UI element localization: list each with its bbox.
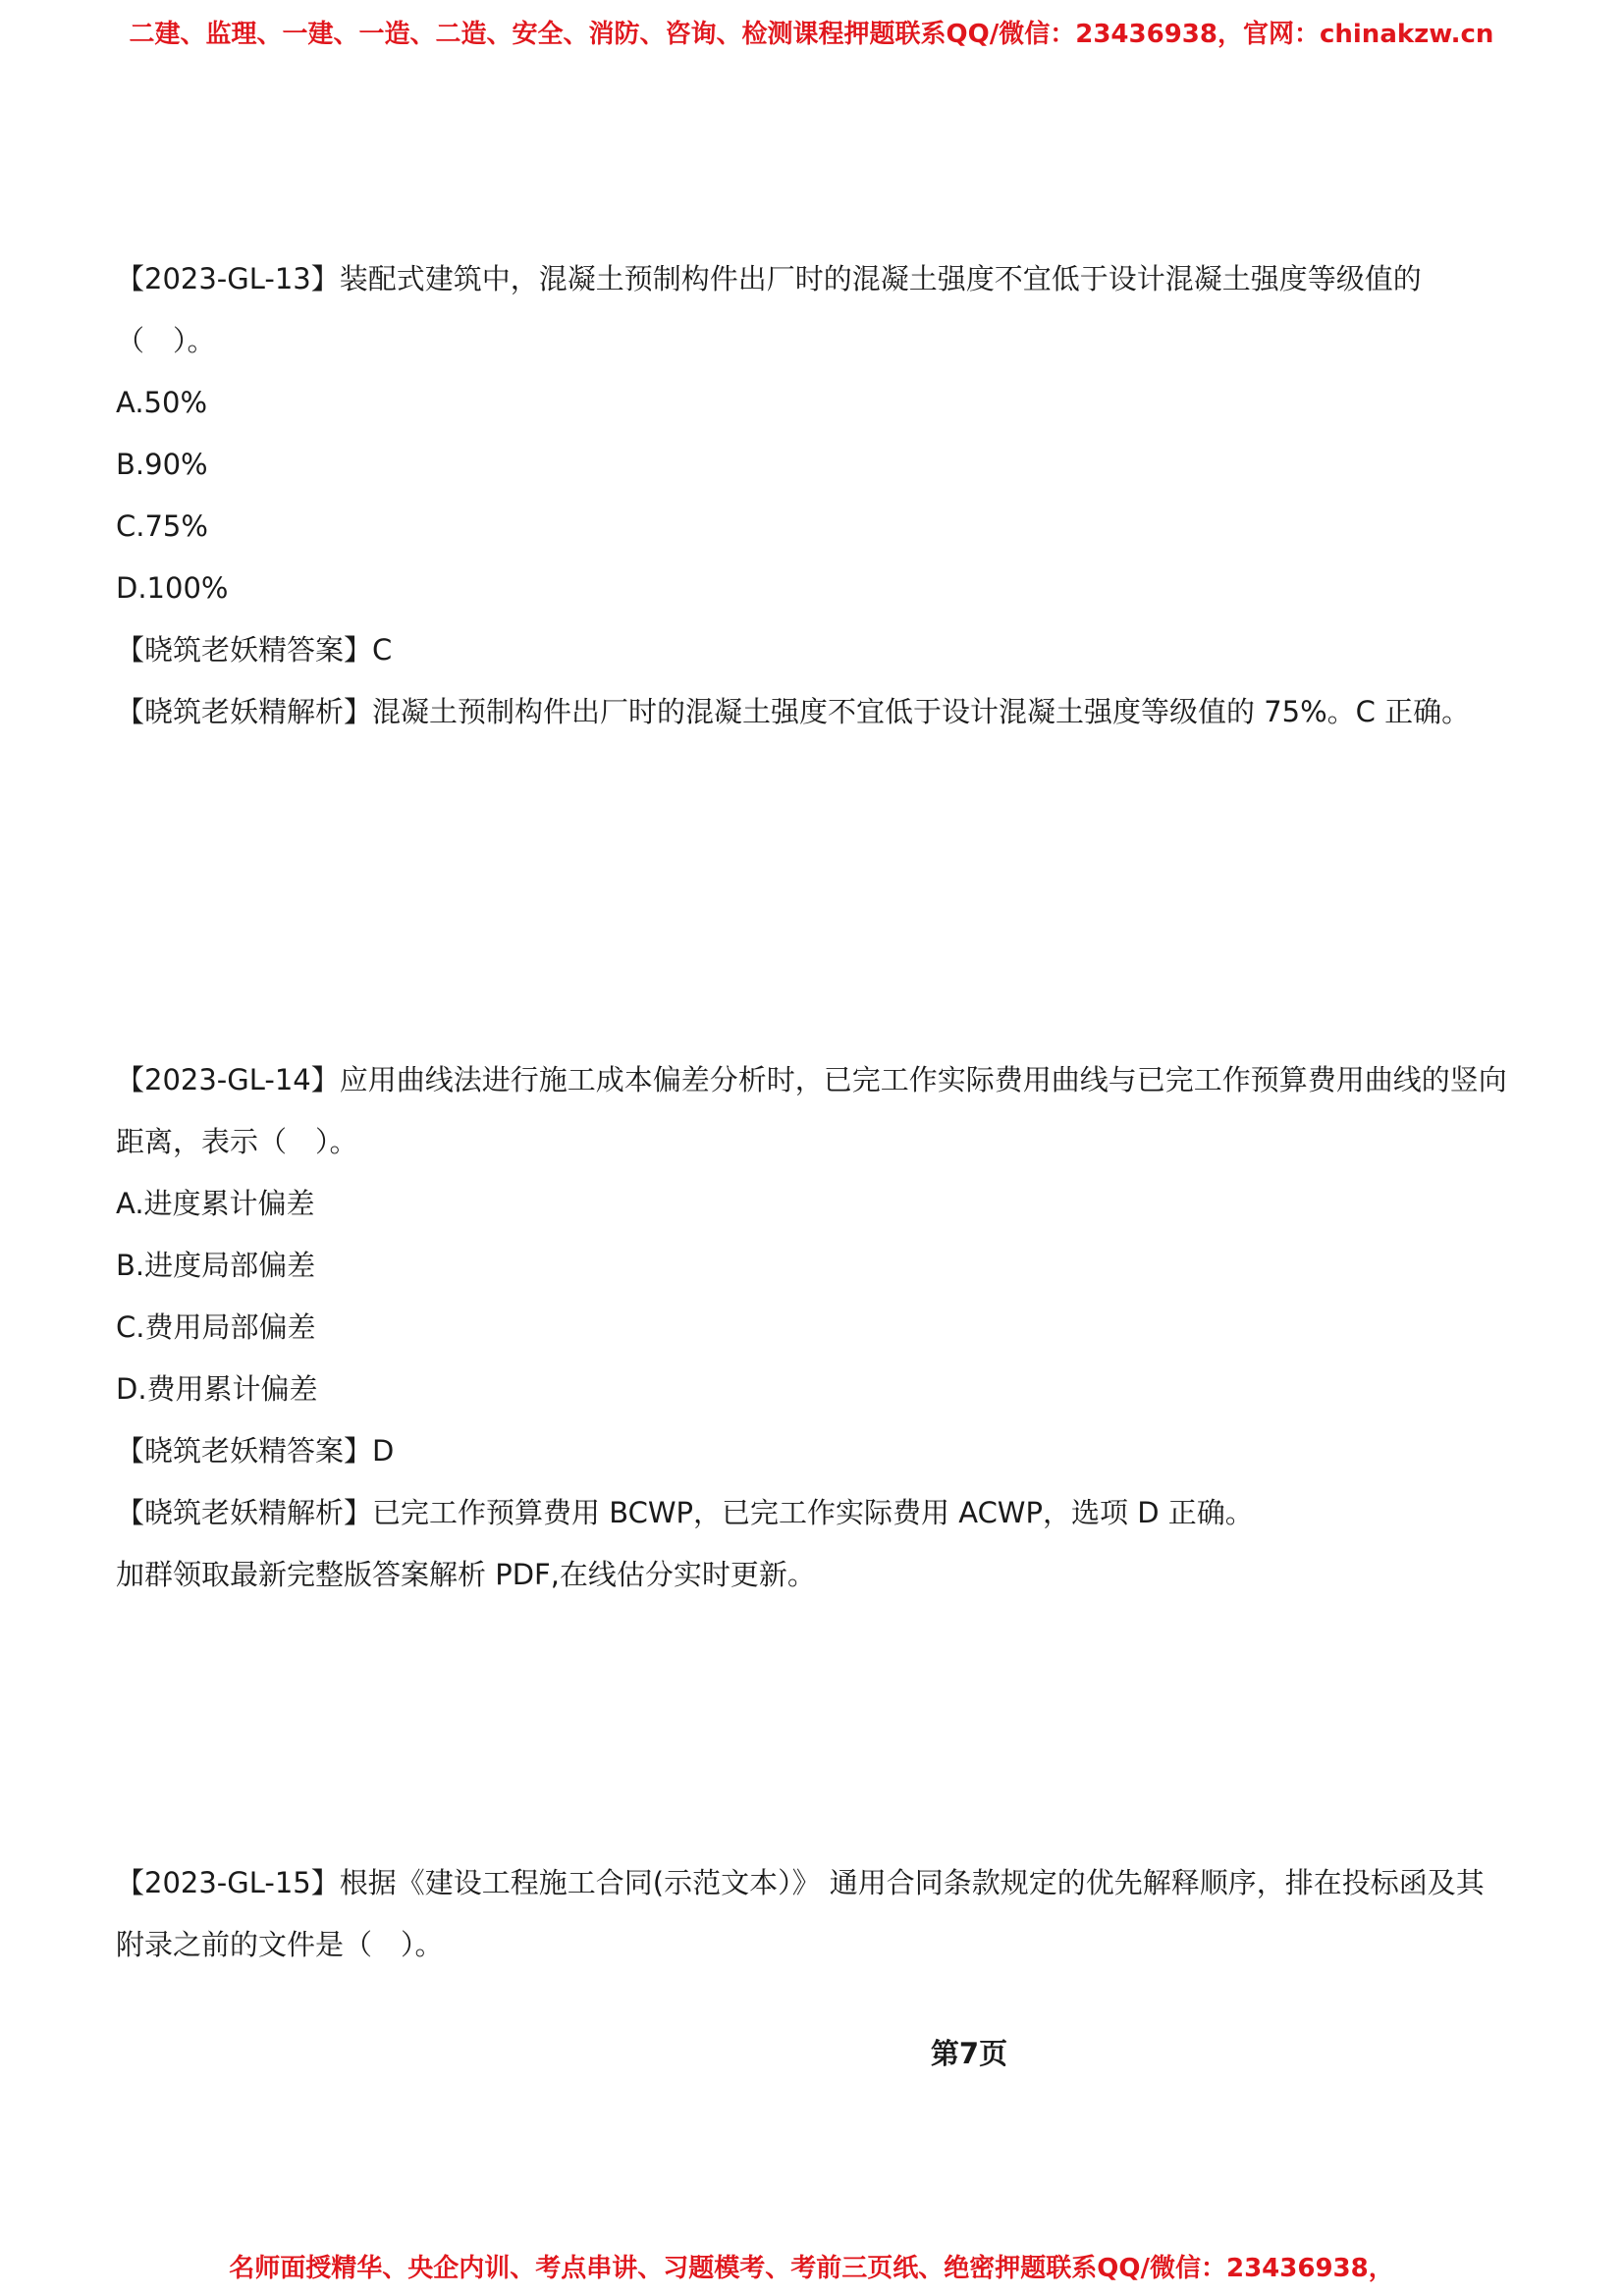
- question-15: [116, 1852, 1510, 1976]
- question-stem: 【2023-GL-15】根据《建设工程施工合同(示范文本）》 通用合同条款规定的优先解释顺序，排在投标函及其附录之前的文件是（ ）。: [116, 1866, 1485, 1961]
- option-d: D.100%: [116, 571, 229, 605]
- question-stem: 【2023-GL-13】装配式建筑中，混凝土预制构件出厂时的混凝土强度不宜低于设计混凝土强度等级值的（ ）。: [116, 262, 1422, 357]
- question-14: [116, 1049, 1510, 1606]
- option-c: C.75%: [116, 509, 208, 543]
- option-c: C.费用局部偏差: [116, 1310, 316, 1344]
- option-a: A.50%: [116, 386, 208, 419]
- analysis-line: 【晓筑老妖精解析】已完工作预算费用 BCWP，已完工作实际费用 ACWP，选项 D 正确。: [116, 1496, 1254, 1529]
- promo-note: 加群领取最新完整版答案解析 PDF,在线估分实时更新。: [116, 1558, 816, 1591]
- option-a: A.进度累计偏差: [116, 1187, 315, 1220]
- option-b: B.进度局部偏差: [116, 1249, 316, 1282]
- footer-banner: 名师面授精华、央企内训、考点串讲、习题模考、考前三页纸、绝密押题联系QQ/微信：23436938，: [229, 2254, 1394, 2283]
- analysis-line: 【晓筑老妖精解析】混凝土预制构件出厂时的混凝土强度不宜低于设计混凝土强度等级值的 75%。C 正确。: [116, 695, 1471, 728]
- question-stem: 【2023-GL-14】应用曲线法进行施工成本偏差分析时，已完工作实际费用曲线与已完工作预算费用曲线的竖向距离，表示（ ）。: [116, 1063, 1507, 1158]
- header-banner: 二建、监理、一建、一造、二造、安全、消防、咨询、检测课程押题联系QQ/微信：23436938，官网：chinakzw.cn: [129, 20, 1494, 49]
- question-13: [116, 248, 1510, 743]
- answer-line: 【晓筑老妖精答案】D: [116, 1434, 395, 1468]
- option-d: D.费用累计偏差: [116, 1372, 318, 1406]
- page-number: 第7页: [930, 2037, 1008, 2070]
- answer-line: 【晓筑老妖精答案】C: [116, 633, 393, 667]
- option-b: B.90%: [116, 448, 208, 481]
